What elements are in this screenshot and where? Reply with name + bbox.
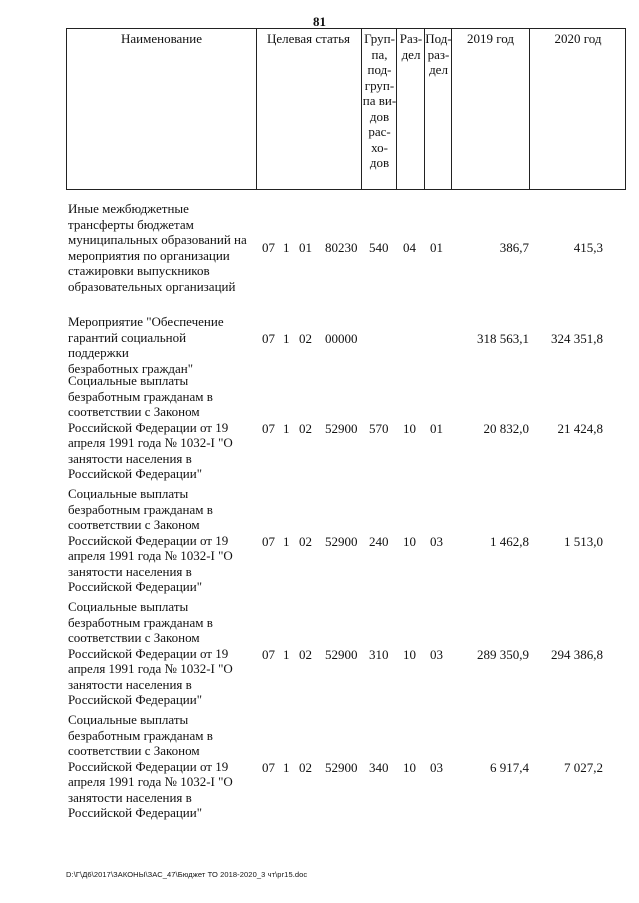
subsection: 01 bbox=[430, 421, 443, 436]
value-2019: 1 462,8 bbox=[490, 534, 529, 549]
target-code-event: 02 bbox=[299, 647, 312, 662]
subsection: 01 bbox=[430, 240, 443, 255]
section: 10 bbox=[403, 647, 416, 662]
header-name: Наименование bbox=[121, 31, 202, 46]
row-name: Социальные выплаты безработным гражданам в соответствии с Законом Российской Федерации от 19 апреля 1991 года № 1032-I "О занятости населения в Российской Федерации" bbox=[68, 599, 233, 707]
value-2019: 386,7 bbox=[499, 240, 529, 255]
row-name: Мероприятие "Обеспечение гарантий социальной поддержки безработных граждан" bbox=[68, 314, 224, 376]
target-code-program: 07 bbox=[262, 534, 275, 549]
target-code-subprogram: 1 bbox=[283, 421, 290, 436]
header-section: Раз- дел bbox=[399, 31, 423, 62]
header-expense-group: Груп- па, под- груп- па ви- дов рас- хо- дов bbox=[362, 31, 397, 170]
file-path-footer: D:\Г\Д6\2017\ЗАКОНЫ\ЗАС_47\Бюджет ТО 2018-2020_3 чт\pr15.doc bbox=[66, 870, 308, 879]
target-code-program: 07 bbox=[262, 331, 275, 346]
section: 10 bbox=[403, 760, 416, 775]
target-code-event: 02 bbox=[299, 760, 312, 775]
target-code-direction: 52900 bbox=[325, 647, 358, 662]
value-2019: 6 917,4 bbox=[490, 760, 529, 775]
value-2019: 318 563,1 bbox=[477, 331, 529, 346]
target-code-subprogram: 1 bbox=[283, 647, 290, 662]
table-header bbox=[66, 28, 626, 190]
target-code-event: 02 bbox=[299, 534, 312, 549]
target-code-event: 02 bbox=[299, 421, 312, 436]
page-number: 81 bbox=[313, 14, 326, 29]
target-code-direction: 00000 bbox=[325, 331, 358, 346]
target-code-direction: 52900 bbox=[325, 534, 358, 549]
row-name: Иные межбюджетные трансферты бюджетам муниципальных образований на мероприятия по организации стажировки выпускников образовательных организаций bbox=[68, 201, 247, 294]
value-2020: 21 424,8 bbox=[557, 421, 603, 436]
row-name: Социальные выплаты безработным гражданам в соответствии с Законом Российской Федерации от 19 апреля 1991 года № 1032-I "О занятости населения в Российской Федерации" bbox=[68, 712, 233, 820]
value-2019: 289 350,9 bbox=[477, 647, 529, 662]
target-code-direction: 52900 bbox=[325, 421, 358, 436]
column-divider bbox=[529, 29, 530, 189]
header-year-2019: 2019 год bbox=[467, 31, 514, 46]
value-2020: 1 513,0 bbox=[564, 534, 603, 549]
target-code-program: 07 bbox=[262, 421, 275, 436]
target-code-direction: 52900 bbox=[325, 760, 358, 775]
expense-group: 310 bbox=[369, 647, 389, 662]
header-subsection: Под- раз- дел bbox=[425, 31, 452, 77]
subsection: 03 bbox=[430, 647, 443, 662]
expense-group: 240 bbox=[369, 534, 389, 549]
row-name: Социальные выплаты безработным гражданам в соответствии с Законом Российской Федерации от 19 апреля 1991 года № 1032-I "О занятости населения в Российской Федерации" bbox=[68, 373, 233, 481]
target-code-subprogram: 1 bbox=[283, 331, 290, 346]
value-2020: 7 027,2 bbox=[564, 760, 603, 775]
target-code-program: 07 bbox=[262, 240, 275, 255]
target-code-program: 07 bbox=[262, 760, 275, 775]
expense-group: 570 bbox=[369, 421, 389, 436]
section: 04 bbox=[403, 240, 416, 255]
target-code-direction: 80230 bbox=[325, 240, 358, 255]
expense-group: 540 bbox=[369, 240, 389, 255]
expense-group: 340 bbox=[369, 760, 389, 775]
target-code-event: 02 bbox=[299, 331, 312, 346]
subsection: 03 bbox=[430, 760, 443, 775]
column-divider bbox=[256, 29, 257, 189]
row-name: Социальные выплаты безработным гражданам в соответствии с Законом Российской Федерации от 19 апреля 1991 года № 1032-I "О занятости населения в Российской Федерации" bbox=[68, 486, 233, 594]
value-2020: 415,3 bbox=[573, 240, 603, 255]
section: 10 bbox=[403, 534, 416, 549]
header-target-article: Целевая статья bbox=[266, 31, 350, 46]
target-code-subprogram: 1 bbox=[283, 534, 290, 549]
value-2020: 324 351,8 bbox=[551, 331, 603, 346]
target-code-subprogram: 1 bbox=[283, 240, 290, 255]
target-code-event: 01 bbox=[299, 240, 312, 255]
value-2019: 20 832,0 bbox=[483, 421, 529, 436]
section: 10 bbox=[403, 421, 416, 436]
subsection: 03 bbox=[430, 534, 443, 549]
header-year-2020: 2020 год bbox=[554, 31, 602, 46]
value-2020: 294 386,8 bbox=[551, 647, 603, 662]
target-code-subprogram: 1 bbox=[283, 760, 290, 775]
target-code-program: 07 bbox=[262, 647, 275, 662]
